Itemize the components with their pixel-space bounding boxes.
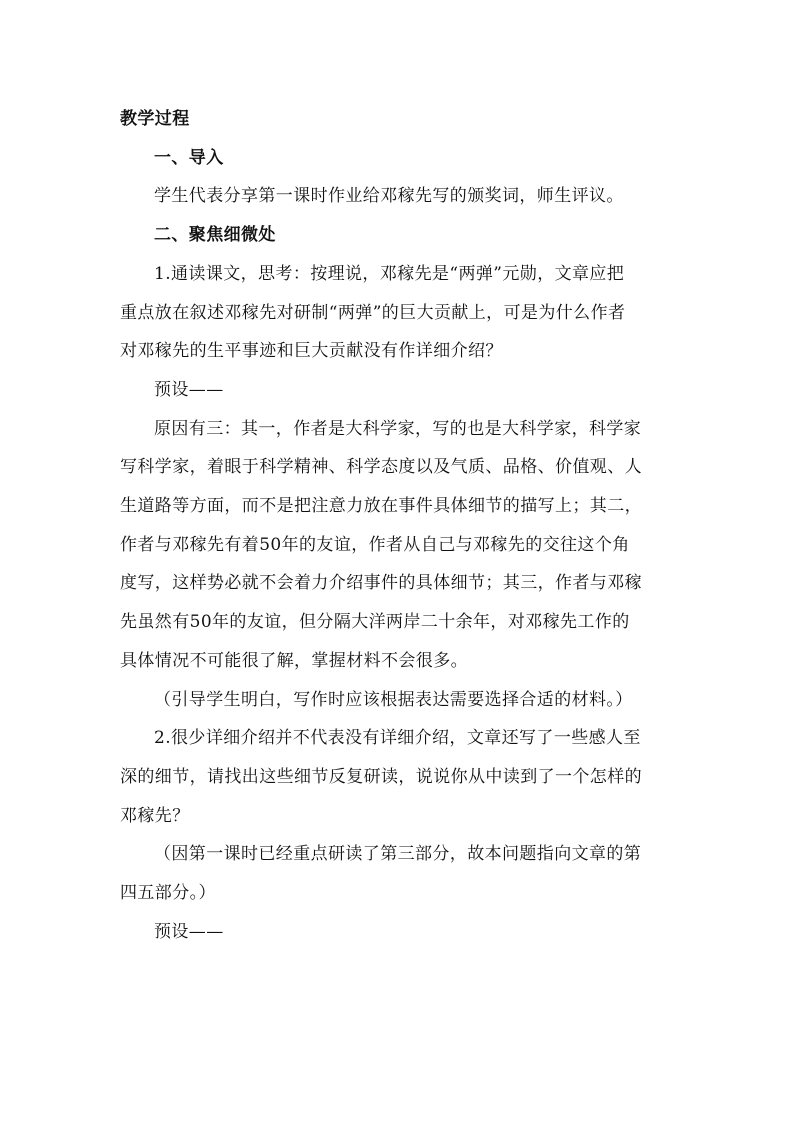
paragraph-line: 对邓稼先的生平事迹和巨大贡献没有作详细介绍？ <box>120 341 503 362</box>
paragraph-line: 度写，这样势必就不会着力介绍事件的具体细节；其三，作者与邓稼 <box>120 573 642 594</box>
paragraph-line: 四五部分。） <box>120 883 216 904</box>
paragraph-line: 重点放在叙述邓稼先对研制“两弹”的巨大贡献上，可是为什么作者 <box>120 302 626 323</box>
document-title: 教学过程 <box>120 109 190 129</box>
paragraph-line: 写科学家，着眼于科学精神、科学态度以及气质、品格、价值观、人 <box>120 457 642 478</box>
paragraph-line: 学生代表分享第一课时作业给邓稼先写的颁奖词，师生评议。 <box>154 186 624 207</box>
paragraph-line: 先虽然有50年的友谊，但分隔大洋两岸二十余年，对邓稼先工作的 <box>120 612 630 633</box>
paragraph-line: 2.很少详细介绍并不代表没有详细介绍，文章还写了一些感人至 <box>154 728 641 749</box>
paragraph-line: 深的细节，请找出这些细节反复研读，说说你从中读到了一个怎样的 <box>120 766 642 787</box>
paragraph-line: 具体情况不可能很了解，掌握材料不会很多。 <box>120 650 468 671</box>
paragraph-line: 原因有三：其一，作者是大科学家，写的也是大科学家，科学家 <box>154 418 642 439</box>
paragraph-line: （因第一课时已经重点研读了第三部分，故本问题指向文章的第 <box>154 844 642 865</box>
paragraph-line: 1.通读课文，思考：按理说，邓稼先是“两弹”元勋，文章应把 <box>154 263 625 284</box>
paragraph-line: 预设—— <box>154 379 224 400</box>
section-heading: 一、导入 <box>154 147 224 168</box>
paragraph-line: 预设—— <box>154 921 224 942</box>
paragraph-line: （引导学生明白，写作时应该根据表达需要选择合适的材料。） <box>154 689 633 710</box>
paragraph-line: 邓稼先？ <box>120 805 190 826</box>
document-body <box>120 100 680 951</box>
paragraph-line: 生道路等方面，而不是把注意力放在事件具体细节的描写上；其二， <box>120 496 642 517</box>
section-heading: 二、聚焦细微处 <box>154 225 276 246</box>
paragraph-line: 作者与邓稼先有着50年的友谊，作者从自己与邓稼先的交往这个角 <box>120 534 630 555</box>
